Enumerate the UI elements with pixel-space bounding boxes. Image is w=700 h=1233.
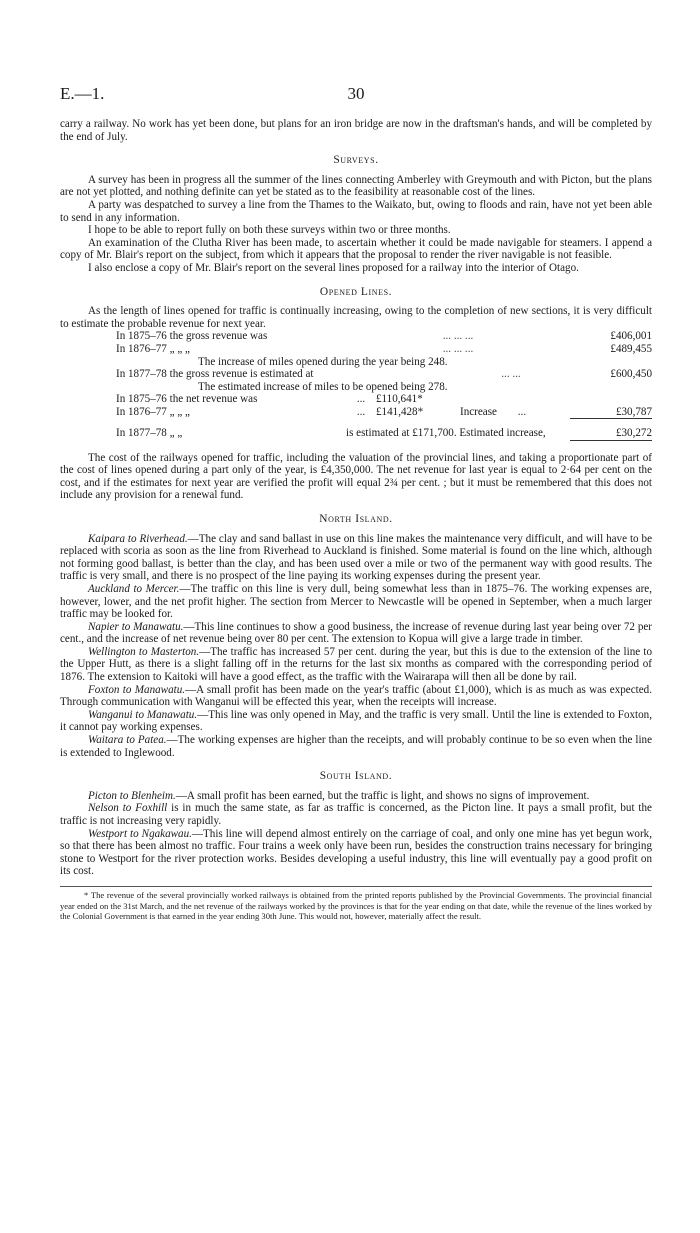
row-label: In 1875–76 the net revenue was [116,393,258,406]
table-row [116,343,652,356]
line-title: Wanganui to Manawatu. [88,708,198,721]
footnote-text: The revenue of the several provincially worked railways is obtained from the printed reports published by the Provincial Governments. The provincial financial year ended on the 31st March, and the net revenue of the railways worked by the provinces is that for the year ending on that date, while the revenue of the lines worked by the Colonial Government is that earned in the year ending 30th June. This would not, however, materially affect the result. [60,889,652,922]
table-row [116,406,652,419]
surveys-paragraph: An examination of the Clutha River has been made, to ascertain whether it could be made navigable for steamers. I append a copy of Mr. Blair's report on the subject, from which it appears that the proposal to render the river navigable is not feasible. [60,236,652,262]
table-row [116,427,652,440]
net-revenue-value [346,406,452,419]
line-report [60,684,652,709]
footnote-divider [60,886,652,887]
page-number: 30 [347,84,365,103]
north-island-heading: North Island. [319,512,393,525]
estimate-text [346,427,570,440]
cost-paragraph: The cost of the railways opened for traffic, including the valuation of the provincial lines, and taking a proportionate part of the cost of lines opened during a part only of the year, is £4,350,000. The net revenue for last year is equal to 2·64 per cent on the cost, and if the estimates for next year are verified the profit will equal 2¾ per cent. ; but it must be remembered that this does not include any provision for a renewal fund. [60,451,652,502]
surveys-paragraph: A survey has been in progress all the summer of the lines connecting Amberley with Greymouth and with Picton, but the plans are not yet plotted, and nothing definite can yet be stated as to the feasibility at reasonable cost of the lines. [60,173,652,199]
line-title: Kaipara to Riverhead. [88,532,188,545]
line-report [60,533,652,583]
footnote [60,890,652,922]
line-text: —A small profit has been earned, but the traffic is light, and shows no signs of improvement. [175,789,590,802]
document-reference: E.—1. [60,84,105,103]
line-title: Napier to Manawatu. [88,620,184,633]
row-amount: £406,001 [610,330,652,343]
line-text: —This line was only opened in May, and the traffic is very small. Until the line is extended to Foxton, it cannot pay working expenses. [60,708,652,734]
leader-dots: ... ... [501,368,521,381]
line-report [60,583,652,621]
net-revenue-amount: £110,641* [376,393,423,406]
line-title: Auckland to Mercer. [88,582,180,595]
leader-dots: ... [356,393,366,406]
surveys-paragraph: I hope to be able to report fully on both these surveys within two or three months. [88,224,451,237]
revenue-table [116,330,652,440]
line-title: Wellington to Masterton. [88,645,200,658]
line-text: —The clay and sand ballast in use on this line makes the maintenance very difficult, and will have to be replaced with scoria as soon as the line from Riverhead to Auckland is finished. Some material is found on the line which, although not forming good ballast, is better than the clay, and has been used over a mile or two of the permanent way with good results. The traffic is very small, and there is no prospect of the line paying its working expenses during the present year. [60,532,652,583]
line-report [60,790,652,803]
row-label: In 1875–76 the gross revenue was [116,330,268,343]
surveys-paragraph: A party was despatched to survey a line from the Thames to the Waikato, but, owing to floods and rain, have not yet been able to send in any information. [60,198,652,224]
row-label: In 1876–77 „ „ „ [116,405,190,418]
estimated-increase-label: Estimated increase, [459,426,546,439]
footnote-mark: * [84,889,89,900]
page-header [60,84,652,104]
row-note: The estimated increase of miles to be opened being 278. [198,380,448,393]
row-label: In 1877–78 the gross revenue is estimated at [116,368,314,381]
line-title: Waitara to Patea. [88,734,167,747]
table-row [116,368,652,381]
row-amount: £30,272 [570,427,652,440]
line-title: Nelson to Foxhill [88,802,168,815]
line-text: —The traffic has increased 57 per cent. during the year, but this is due to the extension of the line to the Upper Hutt, as there is a slight falling off in the returns for the last six months as compared with the corresponding period of 1876. The extension to Kaitoki will have a good effect, as the traffic with the Wairarapa will then all be done by rail. [60,645,653,684]
row-amount: £600,450 [610,368,652,381]
line-text: —This line continues to show a good business, the increase of revenue during last year being over 72 per cent., and the increase of net revenue being over 80 per cent. The extension to Kopua will give a large trade in timber. [60,620,652,646]
line-report [60,646,652,684]
line-text: —A small profit has been made on the year's traffic (about £1,000), which is as much as was expected. Through communication with Wanganui will be effected this year, when the receipts will increase. [60,683,652,709]
row-label: In 1877–78 „ „ [116,426,183,439]
table-row [116,381,652,394]
opened-lines-heading: Opened Lines. [319,285,393,298]
line-report [60,828,652,878]
line-report [60,709,652,734]
table-row [116,393,652,406]
line-text: —The traffic on this line is very dull, being somewhat less than in 1875–76. The working expenses are, however, lower, and the net profit higher. The section from Mercer to Newcastle will be opened in September, when a much larger traffic may be looked for. [60,582,652,621]
leader-dots: ... ... ... [442,342,474,355]
leader-dots: ... ... ... [442,330,474,343]
estimate-value: is estimated at £171,700. [346,426,457,439]
row-note: The increase of miles opened during the year being 248. [198,355,448,368]
row-label: In 1876–77 „ „ „ [116,342,190,355]
increase-text: Increase [460,405,497,418]
intro-paragraph: carry a railway. No work has yet been done, but plans for an iron bridge are now in the draftsman's hands, and will be completed by the end of July. [60,118,652,143]
surveys-heading: Surveys. [333,154,379,167]
increase-label [452,406,570,419]
line-text: —This line will depend almost entirely on the carriage of coal, and only one mine has yet begun work, so that there has been almost no traffic. Four trains a week only have been run, besides the construction trains necessary for bringing stone to Westport for the river protection works. Besides developing a useful industry, this line will eventually pay a good profit on its cost. [60,827,652,878]
row-amount: £489,455 [610,342,652,355]
line-title: Picton to Blenheim. [88,789,176,802]
opened-lines-intro: As the length of lines opened for traffic is continually increasing, owing to the completion of new sections, it is very difficult to estimate the probable revenue for next year. [60,305,652,330]
surveys-paragraph: I also enclose a copy of Mr. Blair's report on the several lines proposed for a railway into the interior of Otago. [88,261,579,274]
line-text: —The working expenses are higher than the receipts, and will probably continue to be so even when the line is extended to Inglewood. [60,734,653,759]
net-revenue-amount: £141,428* [376,405,424,418]
row-amount: £30,787 [570,406,652,419]
net-revenue-value [346,393,452,406]
table-row [116,356,652,369]
page-body [60,118,652,922]
table-row [116,330,652,343]
line-title: Westport to Ngakawau. [88,827,192,840]
line-report [60,621,652,646]
line-report [60,734,652,759]
south-island-heading: South Island. [319,770,393,783]
line-report [60,802,652,827]
leader-dots: ... [517,405,527,418]
line-title: Foxton to Manawatu. [88,683,186,696]
line-text: is in much the same state, as far as traffic is concerned, as the Picton line. It pays a small profit, but the traffic is not increasing very rapidly. [60,802,652,827]
leader-dots: ... [356,405,366,418]
